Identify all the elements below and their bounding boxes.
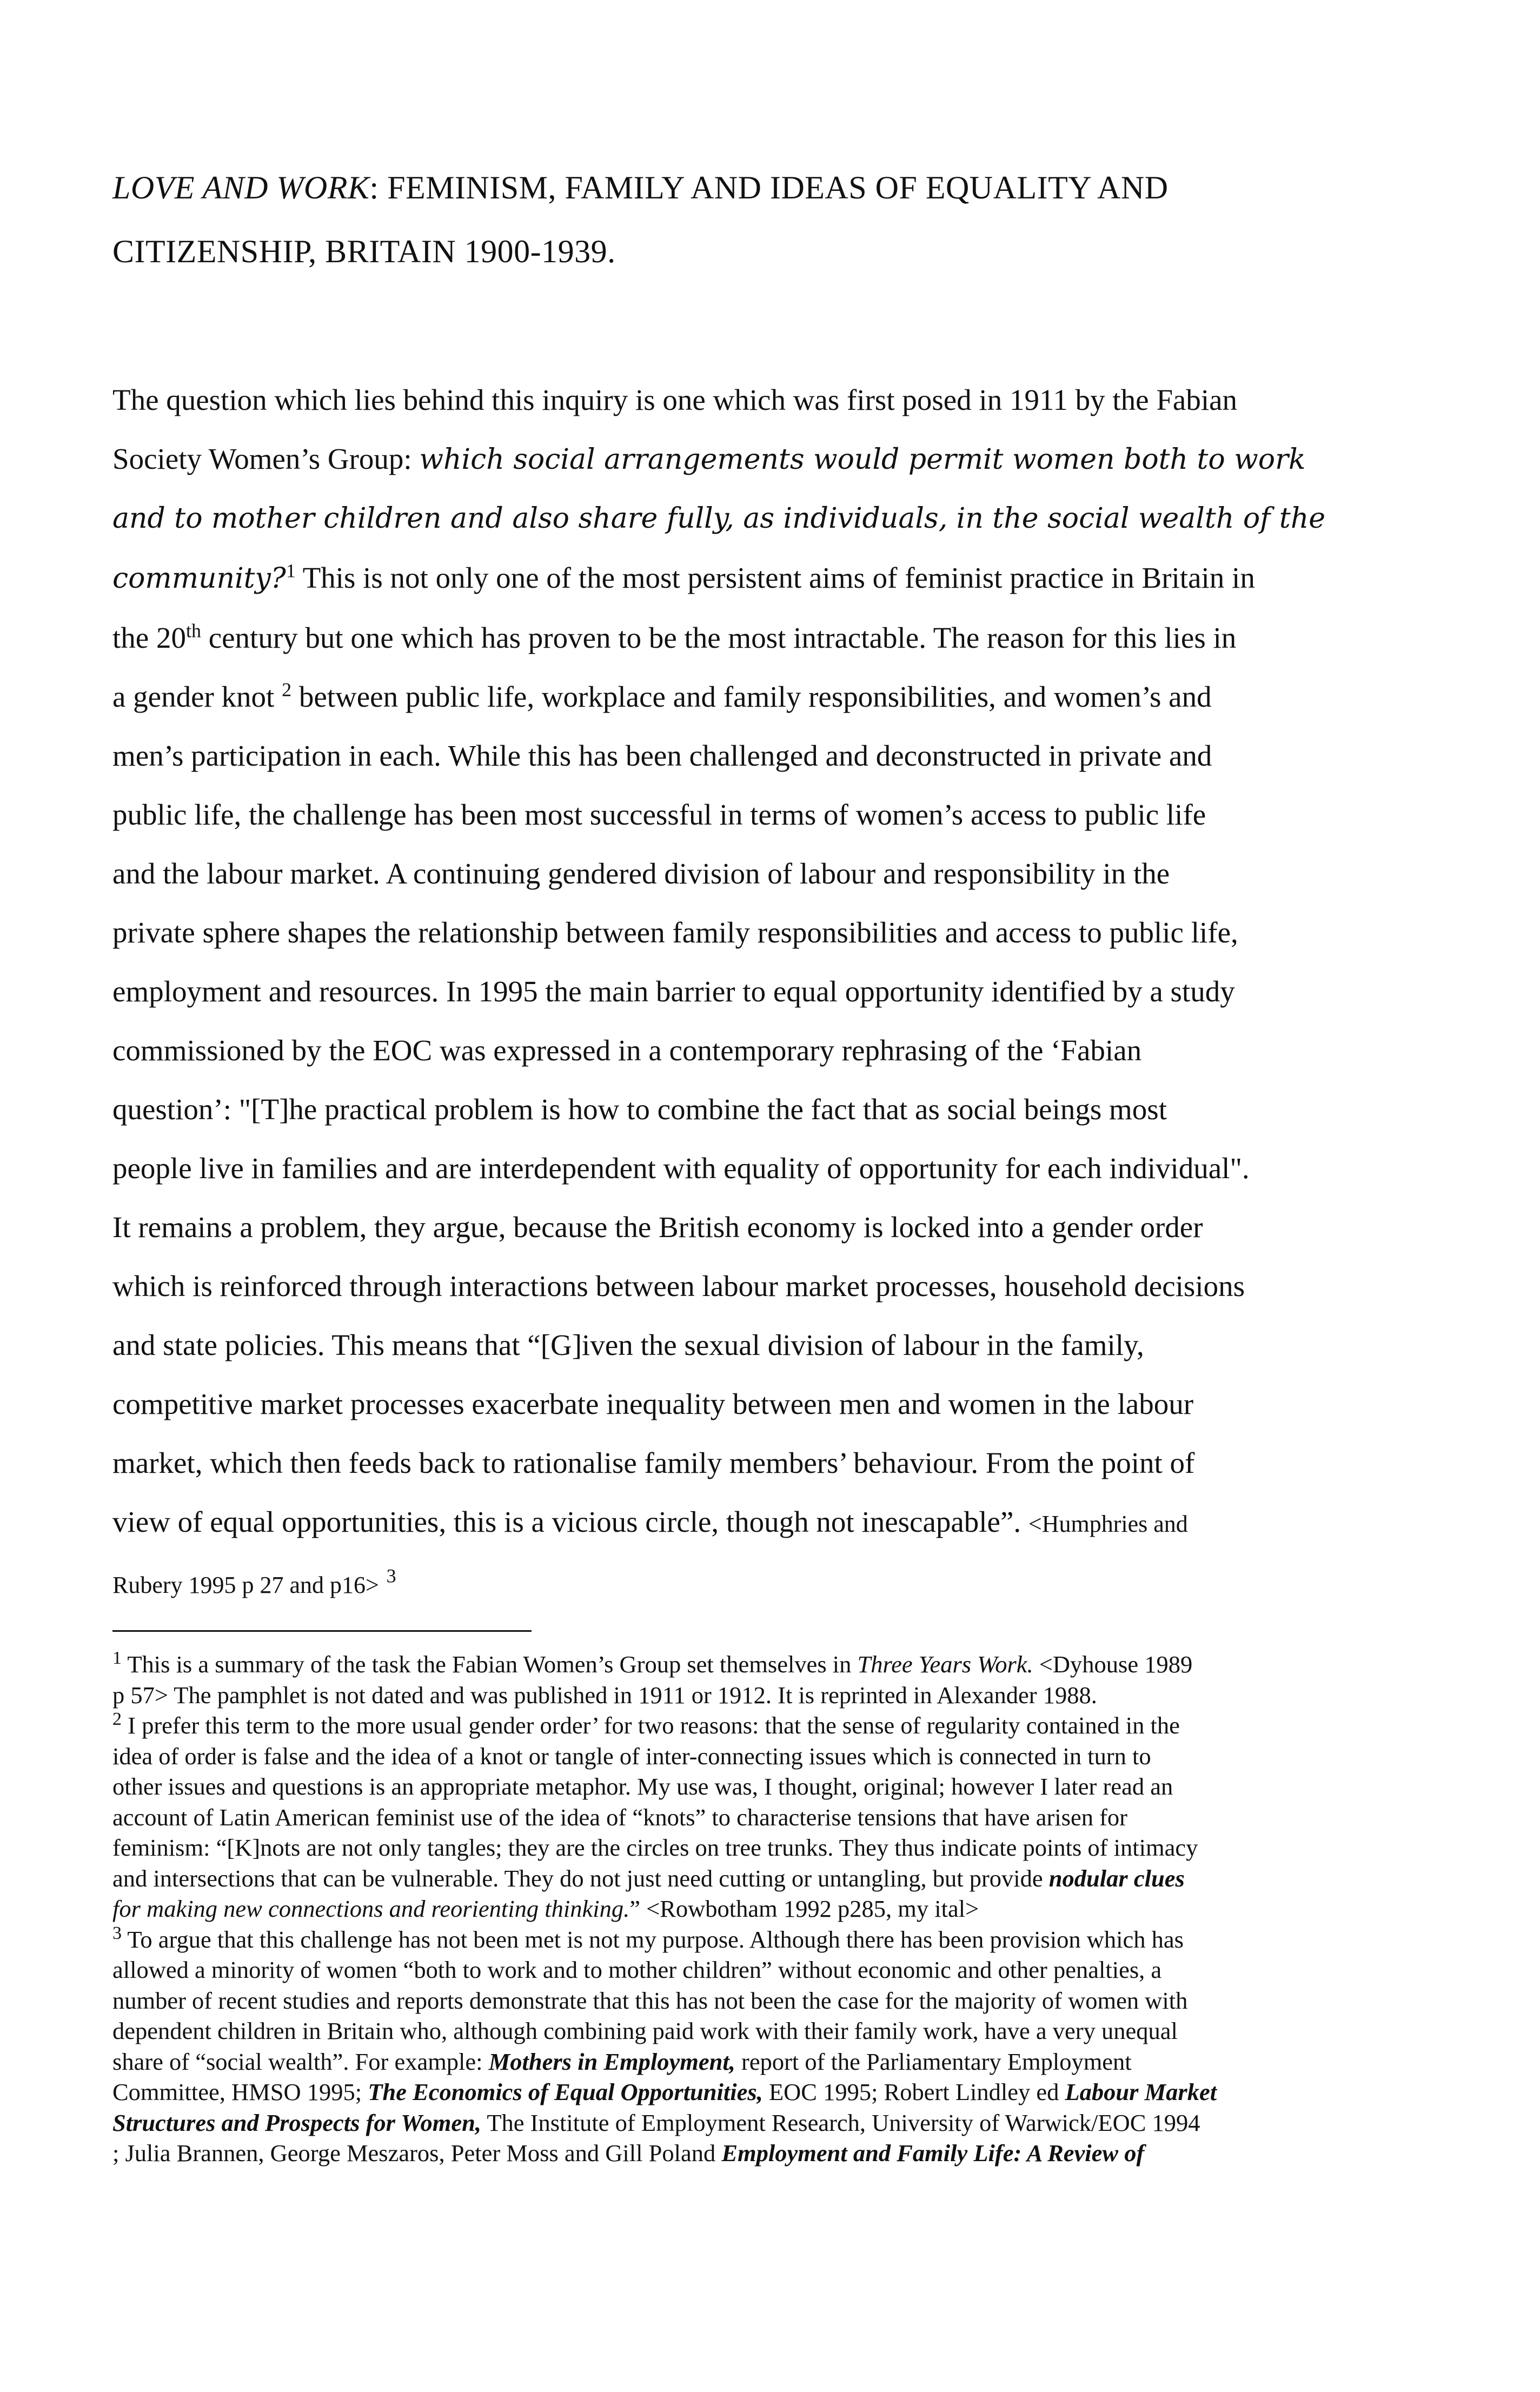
footnote-3: $^3$ To argue that this challenge has not been met is not my purpose. Although there has been provision which has allowed a minority of women “both to work and to mother children” without economic and other penalties, a number of recent studies and reports demonstrate that this has not been the case for the majority of women with dependent children in Britain who, although combining paid work with their family work, have a very unequal share of “social wealth”. For example: Mothers in Employment, report of the Parliamentary Employment Committee, HMSO 1995; The Economics of Equal Opportunities, EOC 1995; Robert Lindley ed Labour Market Structures and Prospects for Women, The Institute of Employment Research, University of Warwick/EOC 1994 ; Julia Brannen, George Meszaros, Peter Moss and Gill Poland Employment and Family Life: A Review of [112,1923,1217,2167]
body-line: and state policies. This means that “[G]iven the sexual division of labour in the family, [112,1328,1144,1361]
footnote-divider [112,1630,532,1632]
body-line: and the labour market. A continuing gendered division of labour and responsibility in the [112,857,1170,890]
body-line [112,1553,1399,1614]
citation: <Humphries and [1028,1511,1188,1537]
body-line: men’s participation in each. While this has been challenged and deconstructed in private and [112,739,1212,772]
body-line: market, which then feeds back to rationalise family members’ behaviour. From the point of [112,1446,1195,1479]
body-line: commissioned by the EOC was expressed in a contemporary rephrasing of the ‘Fabian [112,1034,1142,1067]
title-line-2: CITIZENSHIP, BRITAIN 1900-1939. [112,234,616,269]
body-line-italic: and to mother children and also share fully, as individuals, in the social wealth of the [112,502,1326,535]
body-line: view of equal opportunities, this is a vicious circle, though not inescapable”. <Humphries and [112,1505,1188,1538]
title-italic-part: LOVE AND WORK [112,170,370,205]
body-line: The question which lies behind this inquiry is one which was first posed in 1911 by the Fabian [112,383,1238,416]
body-line: public life, the challenge has been most successful in terms of women’s access to public life [112,798,1206,831]
footnote-1: $^1$ This is a summary of the task the Fabian Women’s Group set themselves in Three Years Work. <Dyhouse 1989 p 57> The pamphlet is not dated and was published in 1911 or 1912. It is reprinted in Alexander 1988. [112,1648,1193,1709]
body-line: which is reinforced through interactions between labour market processes, household decisions [112,1270,1245,1303]
body-line: question’: "[T]he practical problem is how to combine the fact that as social beings most [112,1093,1167,1126]
body-paragraph [112,370,1399,1614]
footnote-2: $^2$ I prefer this term to the more usual gender order’ for two reasons: that the sense of regularity contained in the idea of order is false and the idea of a knot or tangle of inter-connecting issues which is connected in turn to other issues and questions is an appropriate metaphor. My use was, I thought, original; however I later read an account of Latin American feminist use of the idea of “knots” to characterise tensions that have arisen for feminism: “[K]nots are not only tangles; they are the circles on tree trunks. They thus indicate points of intimacy and intersections that can be vulnerable. They do not just need cutting or untangling, but provide nodular clues for making new connections and reorienting thinking.” <Rowbotham 1992 p285, my ital> [112,1709,1198,1922]
page-title [112,156,1432,283]
footnotes [112,1649,1410,2169]
title-line-1: LOVE AND WORK: FEMINISM, FAMILY AND IDEAS OF EQUALITY AND [112,170,1169,205]
body-line: It remains a problem, they argue, because the British economy is locked into a gender order [112,1211,1203,1244]
citation: Rubery 1995 p 27 and p16> [112,1572,379,1598]
body-line: a gender knot $^2$ between public life, workplace and family responsibilities, and women’s and [112,679,1212,713]
body-line: community?$^1$ This is not only one of the most persistent aims of feminist practice in Britain in [112,560,1255,595]
body-line: people live in families and are interdependent with equality of opportunity for each individual". [112,1152,1250,1185]
body-line: employment and resources. In 1995 the main barrier to equal opportunity identified by a study [112,975,1235,1008]
body-line: competitive market processes exacerbate inequality between men and women in the labour [112,1387,1194,1420]
footnote-ref-1[interactable]: 1 [286,560,296,582]
body-line: Society Women’s Group: which social arrangements would permit women both to work [112,442,1306,476]
footnote-ref-2[interactable]: 2 [282,679,292,701]
body-line: private sphere shapes the relationship between family responsibilities and access to public life, [112,916,1238,949]
footnote-ref-3[interactable]: 3 [386,1565,396,1587]
body-line: the 20th century but one which has proven to be the most intractable. The reason for this lies in [112,620,1237,654]
